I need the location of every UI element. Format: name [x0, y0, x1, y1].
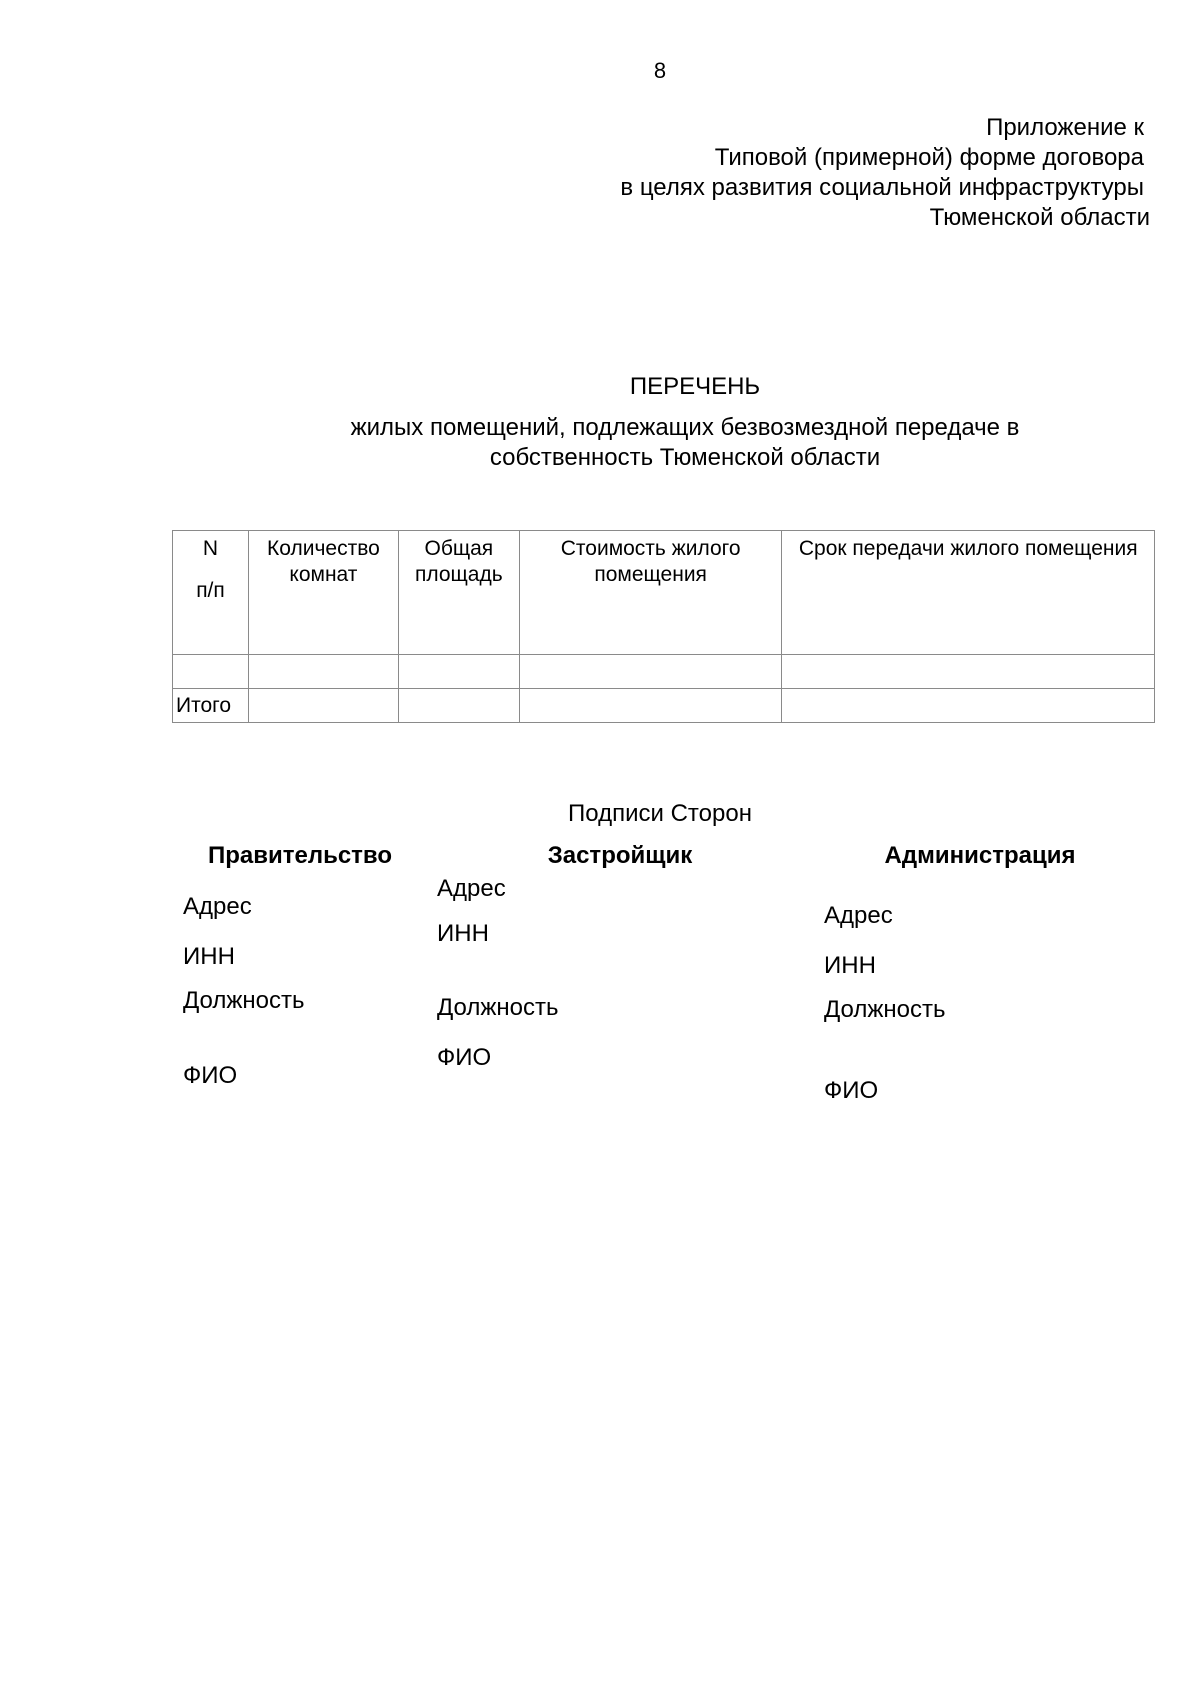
table-cell[interactable] — [248, 689, 398, 723]
page-number: 8 — [653, 58, 667, 83]
party-government-address: Адрес — [183, 893, 252, 920]
appendix-header — [450, 113, 1150, 233]
table-cell[interactable] — [782, 689, 1155, 723]
party-developer-position: Должность — [437, 994, 559, 1021]
document-title: ПЕРЕЧЕНЬ — [629, 373, 761, 400]
party-developer-name: Застройщик — [547, 842, 693, 869]
table-cell[interactable] — [248, 655, 398, 689]
header-number-n: N — [202, 537, 219, 560]
party-government-inn: ИНН — [183, 943, 235, 970]
subtitle-line-1: жилых помещений, подлежащих безвозмездной передаче в — [350, 414, 1020, 441]
housing-list-table — [172, 530, 1155, 723]
header-number-pp: п/п — [196, 579, 225, 602]
appendix-line-1: Приложение к — [986, 114, 1144, 141]
party-administration-name: Администрация — [884, 842, 1076, 869]
table-row — [173, 655, 1155, 689]
party-developer-inn: ИНН — [437, 920, 489, 947]
appendix-line-4: Тюменской области — [929, 204, 1150, 231]
table-cell[interactable] — [398, 689, 519, 723]
party-administration-inn: ИНН — [824, 952, 876, 979]
party-government-position: Должность — [183, 987, 305, 1014]
party-government-fio: ФИО — [183, 1062, 238, 1089]
total-label: Итого — [173, 689, 249, 723]
table-cell[interactable] — [519, 655, 782, 689]
table-cell[interactable] — [398, 655, 519, 689]
table-total-row — [173, 689, 1155, 723]
table-cell[interactable] — [782, 655, 1155, 689]
party-developer-address: Адрес — [437, 875, 506, 902]
document-subtitle — [300, 413, 1070, 473]
header-area: Общая площадь — [398, 531, 519, 655]
appendix-line-2: Типовой (примерной) форме договора — [714, 144, 1144, 171]
signatures-title: Подписи Сторон — [568, 800, 752, 827]
header-number — [173, 531, 249, 655]
party-administration-fio: ФИО — [824, 1077, 879, 1104]
appendix-line-3: в целях развития социальной инфраструктуры — [620, 174, 1144, 201]
party-government-name: Правительство — [207, 842, 393, 869]
header-cost: Стоимость жилого помещения — [519, 531, 782, 655]
table-cell[interactable] — [173, 655, 249, 689]
header-rooms: Количество комнат — [248, 531, 398, 655]
table-cell[interactable] — [519, 689, 782, 723]
party-administration-address: Адрес — [824, 902, 893, 929]
table-header-row — [173, 531, 1155, 655]
subtitle-line-2: собственность Тюменской области — [489, 444, 881, 471]
header-term: Срок передачи жилого помещения — [782, 531, 1155, 655]
party-administration-position: Должность — [824, 996, 946, 1023]
party-developer-fio: ФИО — [437, 1044, 492, 1071]
